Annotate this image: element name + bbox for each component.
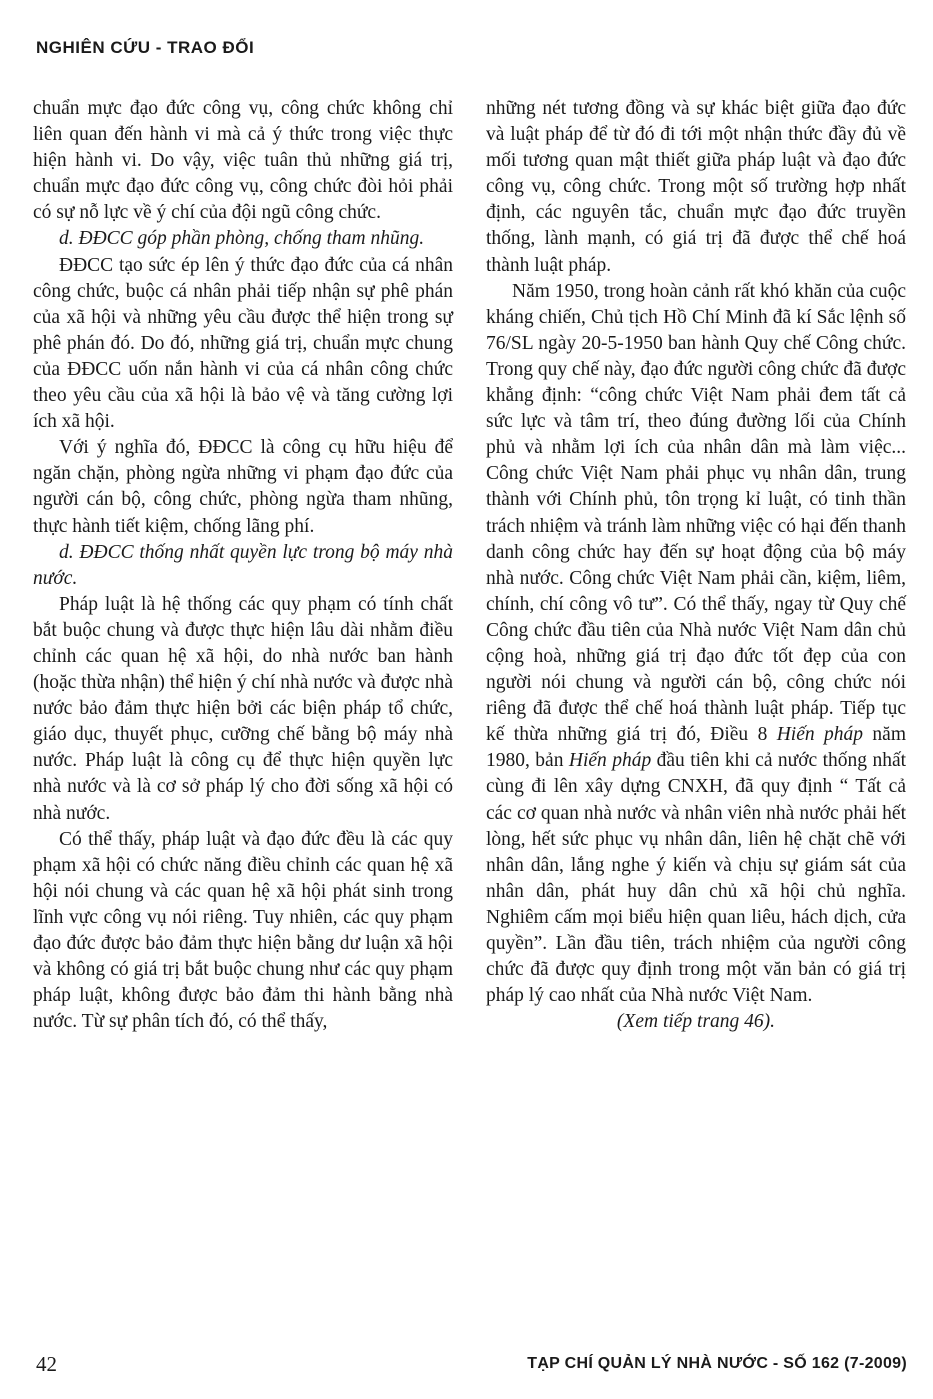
section-heading: d. ĐĐCC góp phần phòng, chống tham nhũng. [59,228,425,250]
italic-term: Hiến pháp [776,724,864,746]
paragraph: những nét tương đồng và sự khác biệt giữa đạo đức và luật pháp để từ đó đi tới một nhận thức đầy đủ về mối tương quan mật thiết giữa pháp luật và đạo đức công vụ, công chức. Trong một số trường hợp nhất định, các nguyên tắc, chuẩn mực đạo đức truyền thống, lành mạnh, có giá trị đã được thể chế hoá thành luật pháp. [486,98,906,276]
page-number: 42 [36,1352,57,1376]
italic-term: Hiến pháp [568,750,652,772]
left-column [33,96,453,1035]
paragraph: Có thể thấy, pháp luật và đạo đức đều là các quy phạm xã hội có chức năng điều chỉnh các quan hệ xã hội nói chung và các quan hệ xã hội phát sinh trong lĩnh vực công vụ nói riêng. Tuy nhiên, các quy phạm đạo đức được bảo đảm thực hiện bằng dư luận xã hội và không có giá trị bắt buộc chung như các quy phạm pháp luật, không được bảo đảm thi hành bằng nhà nước. Từ sự phân tích đó, có thể thấy, [33,828,453,1033]
paragraph: chuẩn mực đạo đức công vụ, công chức không chỉ liên quan đến hành vi mà cả ý thức trong việc thực hiện hành vi. Do vậy, việc tuân thủ những giá trị, chuẩn mực đạo đức công vụ, công chức đòi hỏi phải có sự nỗ lực về ý chí của đội ngũ công chức. [33,98,453,224]
text-run: năm 1980, bản [486,724,906,772]
journal-footer: TẠP CHÍ QUẢN LÝ NHÀ NƯỚC - SỐ 162 (7-2009) [527,1355,907,1372]
section-heading: d. ĐĐCC thống nhất quyền lực trong bộ máy nhà nước. [33,541,453,589]
right-column [486,96,906,1035]
continued-note: (Xem tiếp trang 46). [616,1011,776,1033]
paragraph [486,279,906,1010]
paragraph: Pháp luật là hệ thống các quy phạm có tính chất bắt buộc chung và được thực hiện lâu dài nhằm điều chỉnh các quan hệ xã hội, do nhà nước ban hành (hoặc thừa nhận) thể hiện ý chí nhà nước và được nhà nước bảo đảm thực hiện bởi các biện pháp tổ chức, giáo dục, thuyết phục, cưỡng chế bằng bộ máy nhà nước. Pháp luật là công cụ để thực hiện quyền lực nhà nước và là cơ sở pháp lý cho đời sống xã hội có nhà nước. [33,593,453,824]
paragraph: Với ý nghĩa đó, ĐĐCC là công cụ hữu hiệu để ngăn chặn, phòng ngừa những vi phạm đạo đức của người cán bộ, công chức, phòng ngừa tham nhũng, thực hành tiết kiệm, chống lãng phí. [33,437,453,537]
running-header: NGHIÊN CỨU - TRAO ĐỔI [36,38,255,57]
paragraph: ĐĐCC tạo sức ép lên ý thức đạo đức của cá nhân công chức, buộc cá nhân phải tiếp nhận sự phê phán của xã hội và những yêu cầu được thể hiện trong sự phê phán đó. Do đó, những giá trị, chuẩn mực chung của ĐĐCC uốn nắn hành vi của cá nhân công chức theo yêu cầu của xã hội là bảo vệ và tăng cường lợi ích xã hội. [33,254,453,433]
text-run: đầu tiên khi cả nước thống nhất cùng đi lên xây dựng CNXH, đã quy định “ Tất cả các cơ quan nhà nước và nhân viên nhà nước phải hết lòng, hết sức phục vụ nhân dân, liên hệ chặt chẽ với nhân dân, lắng nghe ý kiến và chịu sự giám sát của nhân dân, phát huy dân chủ xã hội chủ nghĩa. Nghiêm cấm mọi biểu hiện quan liêu, hách dịch, cửa quyền”. Lần đầu tiên, trách nhiệm của người công chức đã được quy định trong một văn bản có giá trị pháp lý cao nhất của Nhà nước Việt Nam. [486,750,907,1007]
text-run: Năm 1950, trong hoàn cảnh rất khó khăn của cuộc kháng chiến, Chủ tịch Hồ Chí Minh đã kí Sắc lệnh số 76/SL ngày 20-5-1950 ban hành Quy chế Công chức. Trong quy chế này, đạo đức người công chức đã được khẳng định: “công chức Việt Nam phải đem tất cả sức lực và tâm trí, theo đúng đường lối của Chính phủ và nhằm lợi ích của nhân dân mà làm việc... Công chức Việt Nam phải phục vụ nhân dân, trung thành với Chính phủ, tôn trọng kỉ luật, có tinh thần trách nhiệm và tránh làm những việc có hại đến thanh danh công chức hay đến sự hoạt động của bộ máy nhà nước. Công chức Việt Nam phải cần, kiệm, liêm, chính, chí công vô tư”. Có thể thấy, ngay từ Quy chế Công chức đầu tiên của Nhà nước Việt Nam dân chủ cộng hoà, những giá trị đạo đức tốt đẹp của con người nói chung và người cán bộ, công chức nói riêng đã được thể chế hoá thành luật pháp. Tiếp tục kế thừa những giá trị đó, Điều 8 [486,280,906,746]
